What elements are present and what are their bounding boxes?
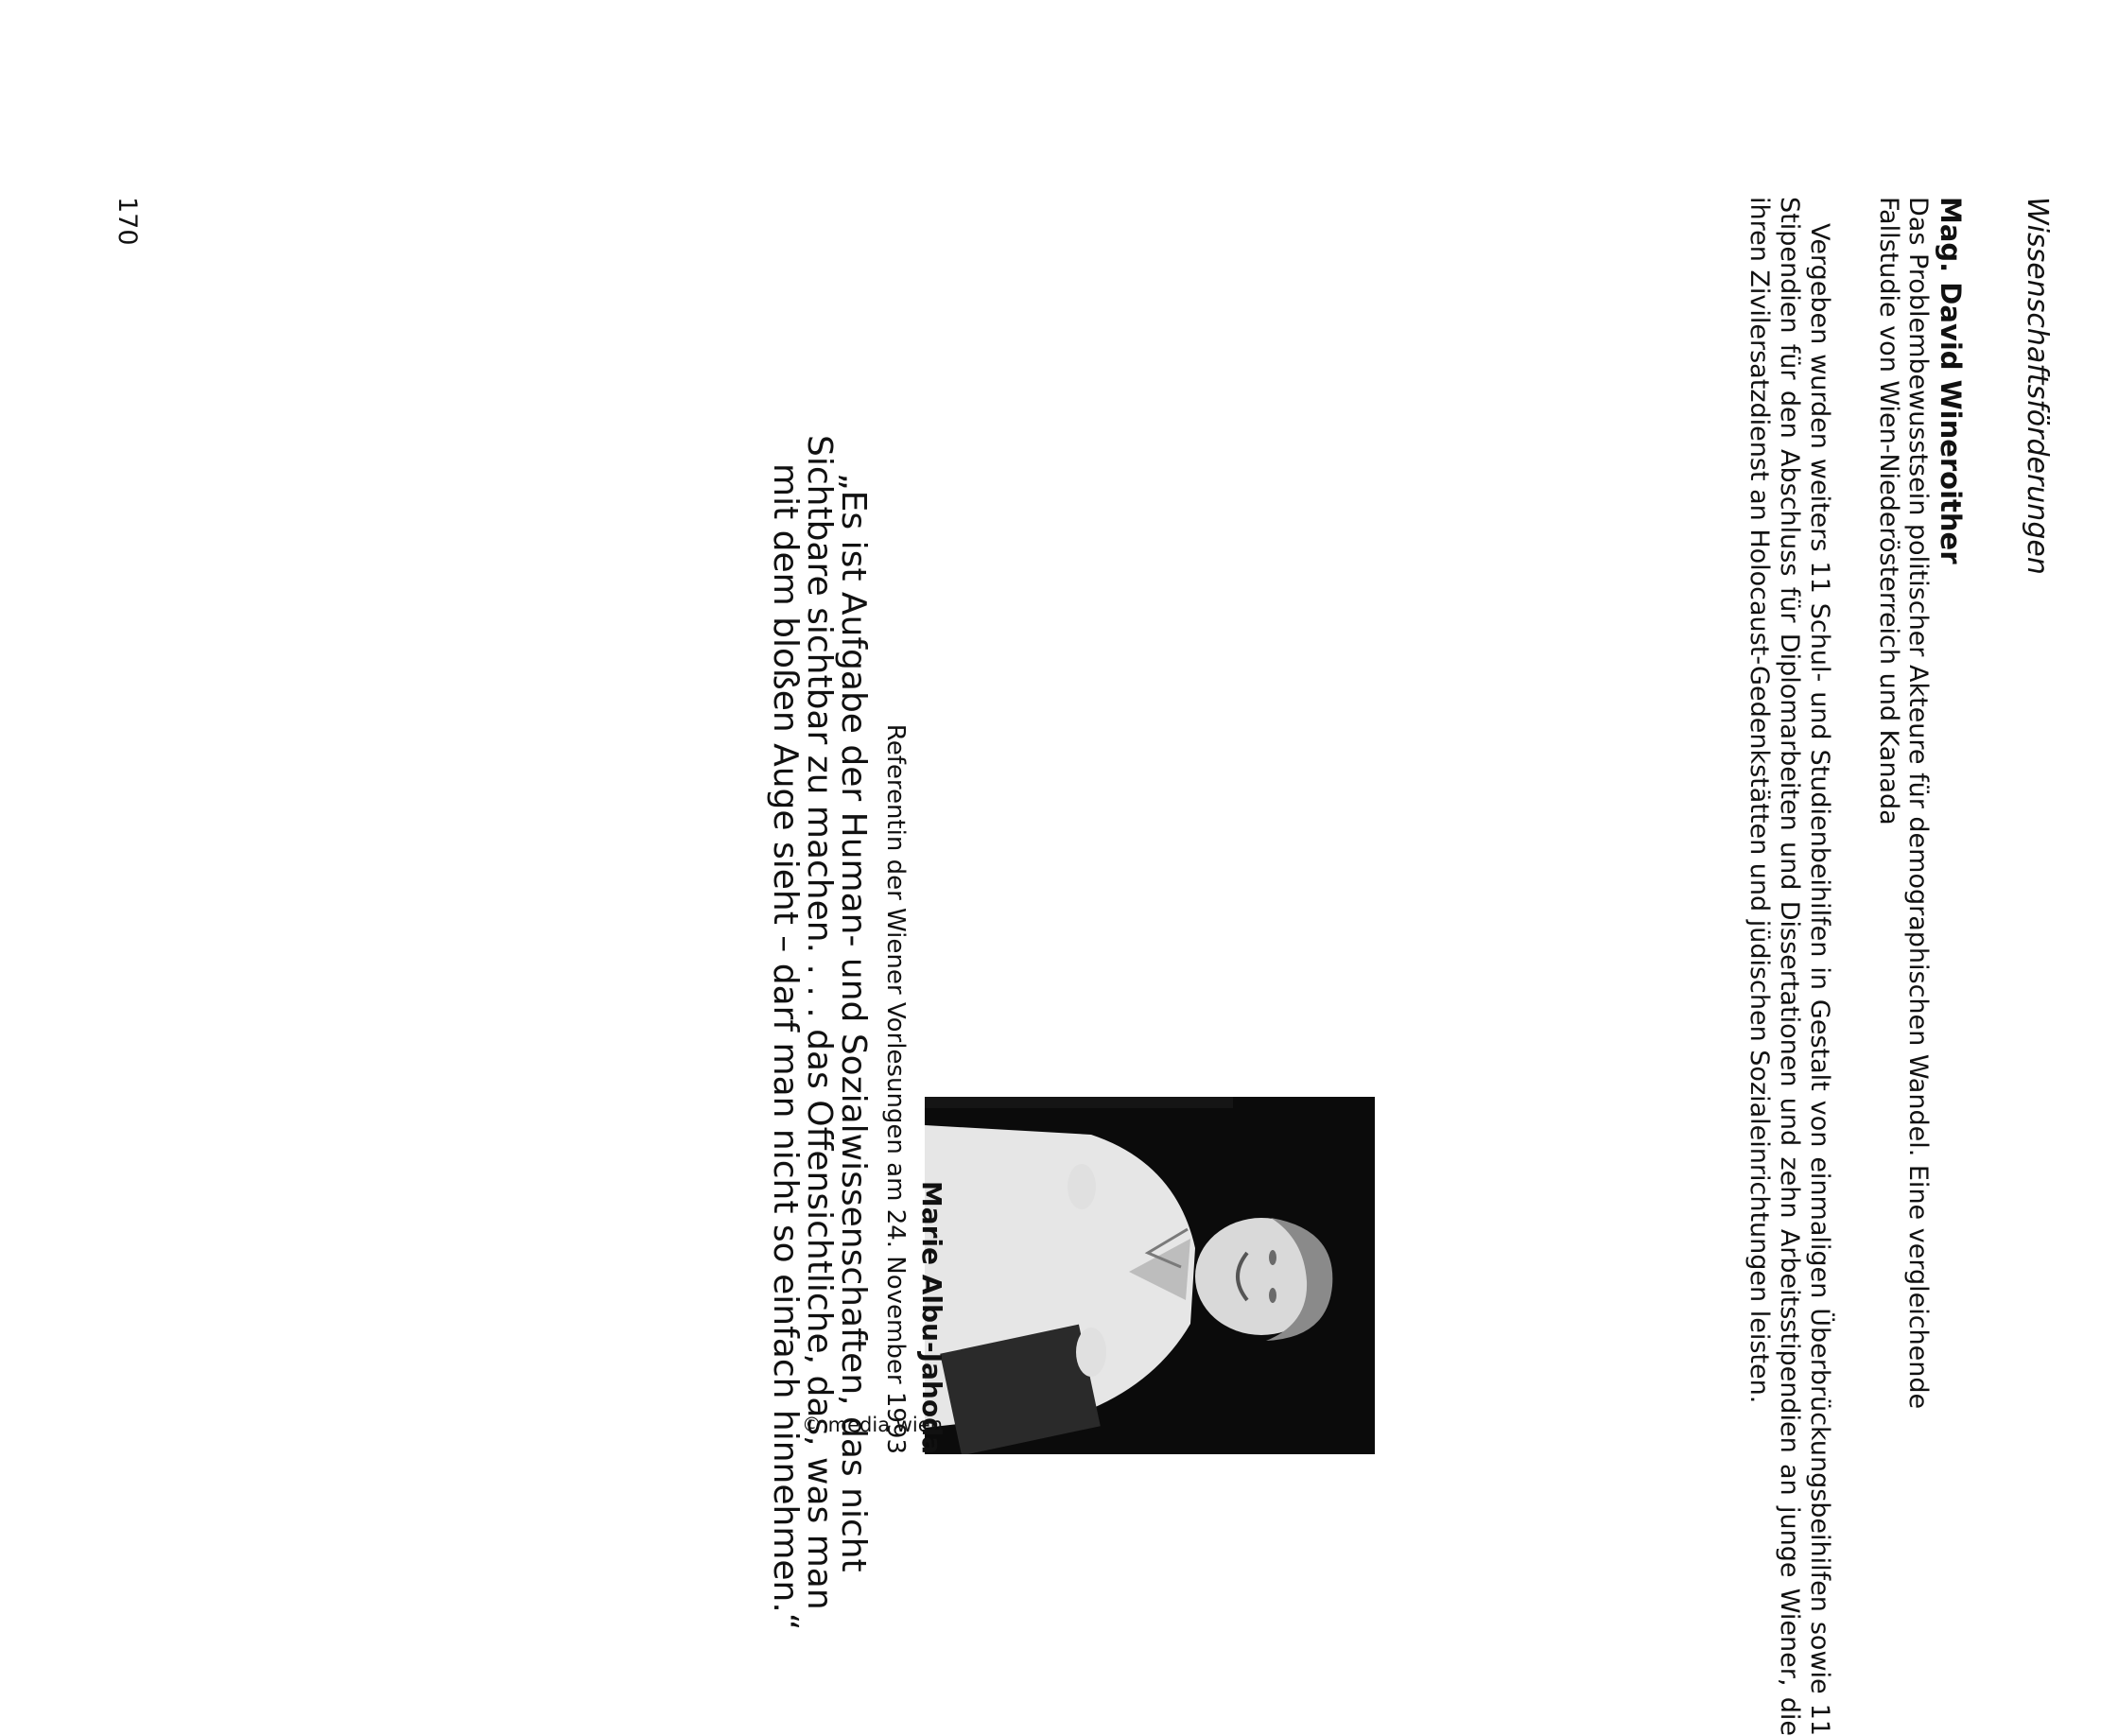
grant-title: Das Problembewusstsein politischer Akteure für demographischen Wandel. Eine vergleichende Fallstudie von Wien-Niederösterreich und Kanada bbox=[1874, 197, 1933, 1410]
grant-author: Mag. David Wineroither bbox=[1935, 197, 1967, 564]
speaker-photo bbox=[925, 1097, 1375, 1454]
speaker-photo-image bbox=[925, 1097, 1375, 1454]
quote-line: Sichtbare sichtbar zu machen. . . . das Offensichtliche, das, was man bbox=[800, 435, 839, 1610]
body-paragraph: Vergeben wurden weiters 11 Schul- und Studienbeihilfen in Gestalt von einmaligen Überbrückungsbeihilfen sowie 11 Stipendien für den Abschluss für Diplomarbeiten und Dissertationen und zehn Arbeitsstipendien an junge Wiener, die ihren Zivilersatzdienst an Holocaust-Gedenkstätten und jüdischen Sozialeinrichtungen leisten. bbox=[1745, 197, 1834, 1736]
quote-line: „Es ist Aufgabe der Human- und Sozialwissenschaften, das nicht bbox=[834, 473, 873, 1572]
quote-attribution-subtitle: Referentin der Wiener Vorlesungen am 24. November 1993 bbox=[881, 723, 910, 1454]
quote-attribution-name: Marie Albu-Jahoda bbox=[916, 1180, 947, 1454]
section-title: Wissenschaftsförderungen bbox=[2021, 197, 2054, 575]
page-number: 170 bbox=[113, 197, 142, 246]
quote-line: mit dem bloßen Auge sieht – darf man nicht so einfach hinnehmen.“ bbox=[766, 463, 805, 1631]
photo-credit: © media wien bbox=[802, 1414, 943, 1436]
